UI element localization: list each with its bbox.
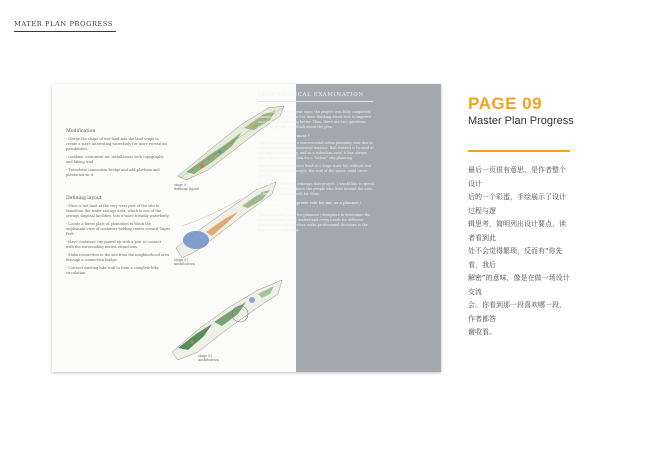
intro-paragraph: It has been almost a year since the project was fully completed. Though not those time I've been thinking about how to improve and make the planning better. Thus, there are two questions posed by myself to rethink about the plan. [258, 110, 372, 129]
answer-2-paragraph: There are many ways for planners / designers to determine the future of a site, but to understand every needs for different perspectives and therefore make professional decisions is the key to a good planning. [258, 213, 371, 232]
modification-list [66, 137, 170, 181]
answer-1-paragraph: Taipei Port District is a controversial urban planning case due to many political and commercial reasons. Bali District is located at the edge of Taipei City, and as a suburban area, it has always been a place in transition for a "better" city planning. [258, 141, 374, 160]
description-line: 辑思考，简明列出设计要点，读者看到此 [468, 220, 566, 242]
caption-stage-0: stage 0 defining layout [174, 183, 200, 191]
defining-list [66, 204, 170, 279]
question-2: 2. What is an appropriate role for me, as a planner / designer ? [258, 200, 361, 210]
description-line: 最后一页很有意思，是作者整个设计 [468, 166, 566, 188]
question-1: 1. What matter the most ? [258, 133, 310, 138]
description-line: 会。你看到那一段喜欢哪一段，作者都答 [468, 301, 566, 323]
defining-item: - Connect existing bike trail to form a complete bike circulation. [66, 266, 159, 275]
left-page-title: MATER PLAN PROGRESS [14, 20, 114, 28]
defining-item: - Have container city paired up with a pier to connect with the surrounding tourist attractions. [66, 240, 162, 249]
modification-item: - combine contruntnt sec installations with topography and biking trail [66, 155, 164, 164]
answer-1-paragraph: Planning has always been lived at a large scale but without real interaction between people, the soul of the space could never come up. [258, 164, 372, 178]
chinese-description [468, 164, 572, 340]
defining-item: - Make connection to the site from the neighborhood area through a connection bridge. [66, 253, 169, 262]
description-line: 后的一个彩蛋，手绘展示了设计过程与逻 [468, 193, 566, 215]
description-line: 谢收看。 [468, 328, 496, 336]
modification-item: - Merge the shape of wet-land into the land-scape to create a more interesting waterbody for more recreation possibilities. [66, 137, 168, 151]
accent-divider [468, 150, 570, 152]
page-number-label: PAGE 09 [468, 94, 543, 113]
modification-heading: Modification [66, 129, 96, 134]
answer-1-paragraph: So I have a chance to redesign that project, I would like to spend more time getting to know the people who lives around the area to find out the real needs for them. [258, 182, 374, 196]
modification-item: - Transform connection bridge and add platform and plantation on it [66, 168, 160, 177]
right-title-rule [258, 101, 373, 102]
defining-heading: Defining layout [66, 196, 102, 201]
title-rule [14, 31, 116, 32]
defining-item: - Place a wet land at the very west part of the site to transform the water storage area, which is one of the sewage disposal facilities, into a more friendly waterbody. [66, 204, 170, 218]
caption-stage-02: stage 02 modification [198, 354, 219, 362]
description-line: 解密”的意味，像是在做一场设计交流 [468, 274, 570, 296]
stage-02-site-sketch [166, 272, 290, 364]
caption-stage-01: stage 01 modification [174, 258, 195, 266]
right-page-title: SELF CRITICAL EXAMINATION [258, 92, 364, 98]
page-subtitle: Master Plan Progress [468, 115, 574, 127]
right-page-body [258, 110, 374, 236]
defining-item: - Locate a forest plate of plantation to block the unpleasant view of container holding center toward Taipei Port. [66, 222, 170, 236]
description-line: 处不会觉得繁琐，反而有“你先看，我后 [468, 247, 563, 269]
